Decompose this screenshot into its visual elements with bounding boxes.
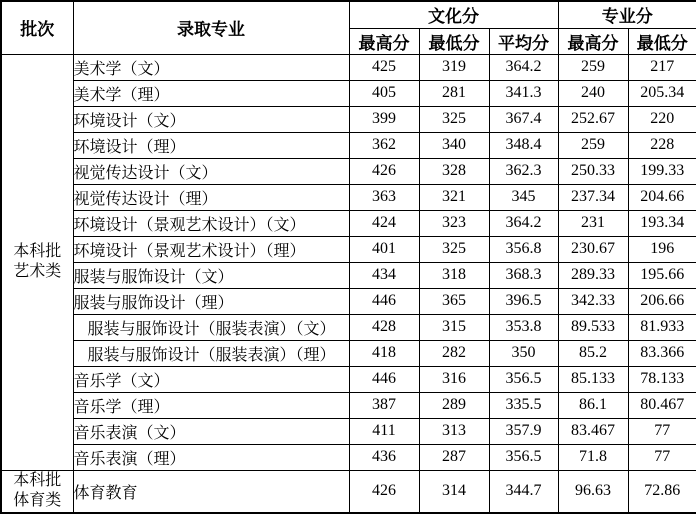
table-row	[1, 340, 696, 366]
table-row	[1, 210, 696, 236]
professional-min-cell: 78.133	[628, 366, 696, 392]
professional-max-cell: 342.33	[558, 288, 628, 314]
culture-min-cell: 323	[419, 210, 489, 236]
professional-max-cell: 252.67	[558, 106, 628, 132]
batch-cell: 本科批 体育类	[1, 470, 73, 513]
table-row	[1, 392, 696, 418]
professional-min-cell: 206.66	[628, 288, 696, 314]
table-row	[1, 314, 696, 340]
professional-min-cell: 80.467	[628, 392, 696, 418]
table-row	[1, 54, 696, 80]
culture-max-cell: 401	[349, 236, 419, 262]
table-row	[1, 184, 696, 210]
professional-min-cell: 220	[628, 106, 696, 132]
culture-avg-cell: 367.4	[489, 106, 558, 132]
culture-min-cell: 321	[419, 184, 489, 210]
major-cell: 体育教育	[73, 470, 349, 513]
major-cell: 服装与服饰设计（服装表演）（文）	[73, 314, 349, 340]
culture-avg-cell: 364.2	[489, 54, 558, 80]
professional-min-cell: 217	[628, 54, 696, 80]
culture-avg-cell: 356.8	[489, 236, 558, 262]
culture-min-cell: 319	[419, 54, 489, 80]
culture-avg-cell: 368.3	[489, 262, 558, 288]
culture-min-cell: 315	[419, 314, 489, 340]
professional-max-cell: 240	[558, 80, 628, 106]
major-cell: 服装与服饰设计（文）	[73, 262, 349, 288]
table-row	[1, 132, 696, 158]
header-culture-avg: 平均分	[489, 28, 558, 54]
major-cell: 美术学（文）	[73, 54, 349, 80]
professional-min-cell: 72.86	[628, 470, 696, 513]
culture-min-cell: 318	[419, 262, 489, 288]
culture-max-cell: 426	[349, 158, 419, 184]
culture-avg-cell: 350	[489, 340, 558, 366]
culture-min-cell: 365	[419, 288, 489, 314]
table-row	[1, 158, 696, 184]
culture-max-cell: 362	[349, 132, 419, 158]
table-row	[1, 366, 696, 392]
culture-avg-cell: 362.3	[489, 158, 558, 184]
header-culture-min: 最低分	[419, 28, 489, 54]
culture-avg-cell: 335.5	[489, 392, 558, 418]
table-row	[1, 236, 696, 262]
culture-max-cell: 418	[349, 340, 419, 366]
professional-max-cell: 259	[558, 54, 628, 80]
culture-min-cell: 340	[419, 132, 489, 158]
culture-avg-cell: 356.5	[489, 366, 558, 392]
major-cell: 环境设计（景观艺术设计）（理）	[73, 236, 349, 262]
table-row	[1, 418, 696, 444]
table-row	[1, 470, 696, 513]
professional-min-cell: 204.66	[628, 184, 696, 210]
culture-avg-cell: 341.3	[489, 80, 558, 106]
professional-min-cell: 193.34	[628, 210, 696, 236]
professional-min-cell: 77	[628, 418, 696, 444]
culture-max-cell: 425	[349, 54, 419, 80]
professional-max-cell: 231	[558, 210, 628, 236]
professional-min-cell: 228	[628, 132, 696, 158]
header-professional-min: 最低分	[628, 28, 696, 54]
culture-max-cell: 434	[349, 262, 419, 288]
major-cell: 音乐表演（理）	[73, 444, 349, 470]
header-row-groups	[1, 1, 696, 28]
major-cell: 美术学（理）	[73, 80, 349, 106]
professional-max-cell: 259	[558, 132, 628, 158]
major-cell: 服装与服饰设计（理）	[73, 288, 349, 314]
table-header	[1, 1, 696, 54]
header-professional-max: 最高分	[558, 28, 628, 54]
culture-avg-cell: 353.8	[489, 314, 558, 340]
major-cell: 服装与服饰设计（服装表演）（理）	[73, 340, 349, 366]
professional-max-cell: 83.467	[558, 418, 628, 444]
culture-min-cell: 325	[419, 236, 489, 262]
culture-max-cell: 399	[349, 106, 419, 132]
table-row	[1, 288, 696, 314]
culture-max-cell: 387	[349, 392, 419, 418]
culture-max-cell: 411	[349, 418, 419, 444]
table-row	[1, 106, 696, 132]
culture-max-cell: 405	[349, 80, 419, 106]
table-row	[1, 80, 696, 106]
professional-max-cell: 230.67	[558, 236, 628, 262]
header-culture-group: 文化分	[349, 1, 558, 28]
professional-min-cell: 205.34	[628, 80, 696, 106]
culture-max-cell: 424	[349, 210, 419, 236]
culture-min-cell: 281	[419, 80, 489, 106]
culture-max-cell: 426	[349, 470, 419, 513]
culture-max-cell: 446	[349, 288, 419, 314]
professional-max-cell: 86.1	[558, 392, 628, 418]
major-cell: 环境设计（文）	[73, 106, 349, 132]
major-cell: 音乐学（文）	[73, 366, 349, 392]
major-cell: 视觉传达设计（文）	[73, 158, 349, 184]
header-batch: 批次	[1, 1, 73, 54]
professional-min-cell: 77	[628, 444, 696, 470]
culture-avg-cell: 344.7	[489, 470, 558, 513]
culture-max-cell: 436	[349, 444, 419, 470]
professional-min-cell: 81.933	[628, 314, 696, 340]
culture-max-cell: 446	[349, 366, 419, 392]
header-culture-max: 最高分	[349, 28, 419, 54]
professional-min-cell: 83.366	[628, 340, 696, 366]
culture-min-cell: 325	[419, 106, 489, 132]
culture-avg-cell: 348.4	[489, 132, 558, 158]
table-row	[1, 444, 696, 470]
professional-min-cell: 196	[628, 236, 696, 262]
professional-max-cell: 289.33	[558, 262, 628, 288]
professional-min-cell: 199.33	[628, 158, 696, 184]
major-cell: 音乐表演（文）	[73, 418, 349, 444]
header-major: 录取专业	[73, 1, 349, 54]
professional-max-cell: 89.533	[558, 314, 628, 340]
major-cell: 环境设计（理）	[73, 132, 349, 158]
professional-max-cell: 85.2	[558, 340, 628, 366]
culture-min-cell: 313	[419, 418, 489, 444]
professional-max-cell: 250.33	[558, 158, 628, 184]
culture-avg-cell: 364.2	[489, 210, 558, 236]
professional-max-cell: 96.63	[558, 470, 628, 513]
culture-min-cell: 289	[419, 392, 489, 418]
header-professional-group: 专业分	[558, 1, 696, 28]
table-row	[1, 262, 696, 288]
culture-min-cell: 328	[419, 158, 489, 184]
culture-avg-cell: 356.5	[489, 444, 558, 470]
professional-min-cell: 195.66	[628, 262, 696, 288]
professional-max-cell: 85.133	[558, 366, 628, 392]
culture-avg-cell: 345	[489, 184, 558, 210]
culture-avg-cell: 396.5	[489, 288, 558, 314]
major-cell: 环境设计（景观艺术设计）（文）	[73, 210, 349, 236]
culture-avg-cell: 357.9	[489, 418, 558, 444]
culture-min-cell: 287	[419, 444, 489, 470]
culture-min-cell: 282	[419, 340, 489, 366]
professional-max-cell: 71.8	[558, 444, 628, 470]
batch-cell: 本科批 艺术类	[1, 54, 73, 470]
culture-max-cell: 428	[349, 314, 419, 340]
professional-max-cell: 237.34	[558, 184, 628, 210]
culture-min-cell: 314	[419, 470, 489, 513]
major-cell: 视觉传达设计（理）	[73, 184, 349, 210]
culture-min-cell: 316	[419, 366, 489, 392]
culture-max-cell: 363	[349, 184, 419, 210]
table-body	[1, 54, 696, 513]
major-cell: 音乐学（理）	[73, 392, 349, 418]
